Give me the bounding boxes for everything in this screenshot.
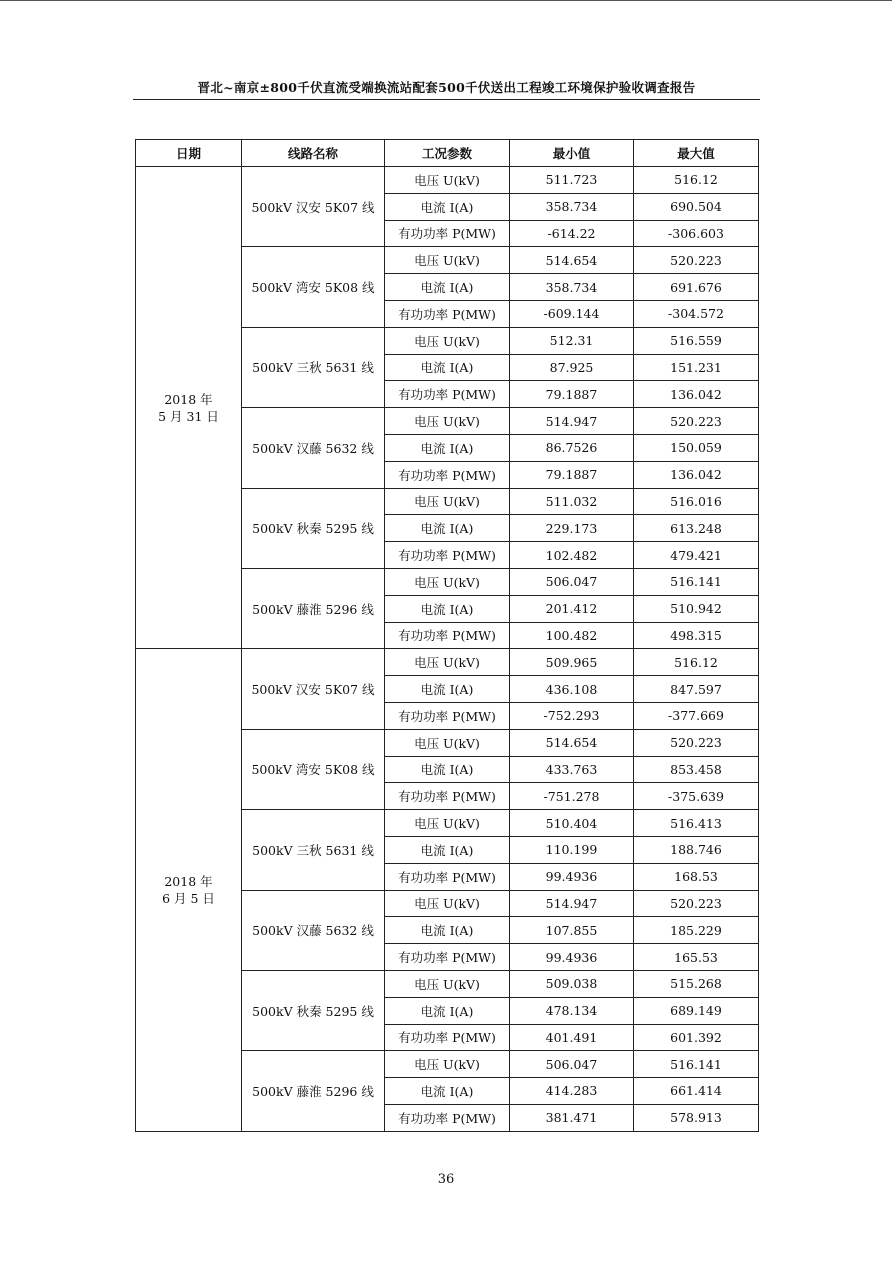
min-value-cell: 436.108 — [510, 676, 634, 703]
line-name-cell: 500kV 汉安 5K07 线 — [242, 167, 385, 247]
parameter-cell: 电流 I(A) — [385, 595, 510, 622]
max-value-cell: 151.231 — [634, 354, 759, 381]
max-value-cell: 689.149 — [634, 997, 759, 1024]
line-name-cell: 500kV 秋秦 5295 线 — [242, 488, 385, 568]
line-name-cell: 500kV 汉藤 5632 线 — [242, 408, 385, 488]
parameter-cell: 电压 U(kV) — [385, 247, 510, 274]
line-name-cell: 500kV 湾安 5K08 线 — [242, 729, 385, 809]
table-row — [136, 649, 759, 676]
parameter-cell: 电压 U(kV) — [385, 167, 510, 194]
min-value-cell: 514.654 — [510, 247, 634, 274]
parameter-cell: 有功功率 P(MW) — [385, 220, 510, 247]
parameter-cell: 电流 I(A) — [385, 354, 510, 381]
min-value-cell: 514.947 — [510, 408, 634, 435]
parameter-cell: 电压 U(kV) — [385, 408, 510, 435]
parameter-cell: 电压 U(kV) — [385, 327, 510, 354]
date-text-line: 5 月 31 日 — [158, 408, 219, 424]
min-value-cell: 514.947 — [510, 890, 634, 917]
min-value-cell: 512.31 — [510, 327, 634, 354]
parameter-cell: 有功功率 P(MW) — [385, 944, 510, 971]
max-value-cell: 601.392 — [634, 1024, 759, 1051]
line-name-cell: 500kV 三秋 5631 线 — [242, 810, 385, 890]
min-value-cell: 511.723 — [510, 167, 634, 194]
max-value-cell: 847.597 — [634, 676, 759, 703]
min-value-cell: 414.283 — [510, 1078, 634, 1105]
min-value-cell: 514.654 — [510, 729, 634, 756]
max-value-cell: 188.746 — [634, 836, 759, 863]
parameter-cell: 电流 I(A) — [385, 193, 510, 220]
min-value-cell: 201.412 — [510, 595, 634, 622]
max-value-cell: -375.639 — [634, 783, 759, 810]
parameter-cell: 电流 I(A) — [385, 997, 510, 1024]
column-header-date: 日期 — [136, 140, 242, 167]
min-value-cell: 381.471 — [510, 1104, 634, 1131]
parameter-cell: 电压 U(kV) — [385, 970, 510, 997]
min-value-cell: 358.734 — [510, 193, 634, 220]
parameter-cell: 有功功率 P(MW) — [385, 702, 510, 729]
max-value-cell: 510.942 — [634, 595, 759, 622]
max-value-cell: 168.53 — [634, 863, 759, 890]
max-value-cell: 185.229 — [634, 917, 759, 944]
min-value-cell: 86.7526 — [510, 434, 634, 461]
min-value-cell: 358.734 — [510, 274, 634, 301]
parameter-cell: 电压 U(kV) — [385, 488, 510, 515]
max-value-cell: 520.223 — [634, 247, 759, 274]
parameter-cell: 电流 I(A) — [385, 676, 510, 703]
max-value-cell: 150.059 — [634, 434, 759, 461]
max-value-cell: 516.413 — [634, 810, 759, 837]
min-value-cell: 229.173 — [510, 515, 634, 542]
max-value-cell: 516.141 — [634, 568, 759, 595]
column-header-max: 最大值 — [634, 140, 759, 167]
min-value-cell: 79.1887 — [510, 381, 634, 408]
min-value-cell: 87.925 — [510, 354, 634, 381]
max-value-cell: 578.913 — [634, 1104, 759, 1131]
min-value-cell: -609.144 — [510, 300, 634, 327]
date-text-line: 2018 年 — [164, 391, 213, 407]
parameter-cell: 电流 I(A) — [385, 515, 510, 542]
parameter-cell: 有功功率 P(MW) — [385, 461, 510, 488]
min-value-cell: 510.404 — [510, 810, 634, 837]
parameter-cell: 电压 U(kV) — [385, 890, 510, 917]
min-value-cell: 509.965 — [510, 649, 634, 676]
top-border — [0, 0, 892, 1]
min-value-cell: 511.032 — [510, 488, 634, 515]
date-cell — [136, 167, 242, 649]
date-text-line: 2018 年 — [164, 874, 213, 890]
max-value-cell: 516.141 — [634, 1051, 759, 1078]
parameter-cell: 有功功率 P(MW) — [385, 1104, 510, 1131]
min-value-cell: 99.4936 — [510, 863, 634, 890]
parameter-cell: 电压 U(kV) — [385, 568, 510, 595]
min-value-cell: 506.047 — [510, 568, 634, 595]
line-name-cell: 500kV 秋秦 5295 线 — [242, 970, 385, 1050]
parameter-cell: 电流 I(A) — [385, 756, 510, 783]
parameter-cell: 有功功率 P(MW) — [385, 381, 510, 408]
min-value-cell: 107.855 — [510, 917, 634, 944]
parameter-cell: 电压 U(kV) — [385, 729, 510, 756]
max-value-cell: 516.559 — [634, 327, 759, 354]
parameter-cell: 有功功率 P(MW) — [385, 542, 510, 569]
column-header-line-name: 线路名称 — [242, 140, 385, 167]
min-value-cell: 102.482 — [510, 542, 634, 569]
max-value-cell: 136.042 — [634, 461, 759, 488]
min-value-cell: 79.1887 — [510, 461, 634, 488]
date-cell — [136, 649, 242, 1131]
min-value-cell: -614.22 — [510, 220, 634, 247]
min-value-cell: 478.134 — [510, 997, 634, 1024]
line-name-cell: 500kV 湾安 5K08 线 — [242, 247, 385, 327]
parameter-cell: 电流 I(A) — [385, 836, 510, 863]
max-value-cell: 516.12 — [634, 167, 759, 194]
max-value-cell: 520.223 — [634, 890, 759, 917]
parameter-cell: 电流 I(A) — [385, 274, 510, 301]
parameter-cell: 有功功率 P(MW) — [385, 300, 510, 327]
max-value-cell: 613.248 — [634, 515, 759, 542]
page-number: 36 — [437, 1172, 455, 1187]
parameter-cell: 电压 U(kV) — [385, 1051, 510, 1078]
parameter-cell: 电压 U(kV) — [385, 810, 510, 837]
parameter-cell: 有功功率 P(MW) — [385, 783, 510, 810]
max-value-cell: -306.603 — [634, 220, 759, 247]
max-value-cell: -304.572 — [634, 300, 759, 327]
max-value-cell: 520.223 — [634, 408, 759, 435]
table-body — [136, 167, 759, 1132]
max-value-cell: 853.458 — [634, 756, 759, 783]
max-value-cell: 515.268 — [634, 970, 759, 997]
min-value-cell: 509.038 — [510, 970, 634, 997]
max-value-cell: 516.016 — [634, 488, 759, 515]
date-text-line: 6 月 5 日 — [162, 891, 215, 907]
max-value-cell: 479.421 — [634, 542, 759, 569]
min-value-cell: 401.491 — [510, 1024, 634, 1051]
min-value-cell: 110.199 — [510, 836, 634, 863]
line-name-cell: 500kV 藤淮 5296 线 — [242, 1051, 385, 1131]
max-value-cell: 516.12 — [634, 649, 759, 676]
min-value-cell: 100.482 — [510, 622, 634, 649]
line-name-cell: 500kV 三秋 5631 线 — [242, 327, 385, 407]
parameter-cell: 有功功率 P(MW) — [385, 622, 510, 649]
max-value-cell: 691.676 — [634, 274, 759, 301]
min-value-cell: 433.763 — [510, 756, 634, 783]
parameter-cell: 电流 I(A) — [385, 434, 510, 461]
column-header-parameter: 工况参数 — [385, 140, 510, 167]
line-name-cell: 500kV 汉安 5K07 线 — [242, 649, 385, 729]
min-value-cell: 99.4936 — [510, 944, 634, 971]
max-value-cell: 690.504 — [634, 193, 759, 220]
table-header-row — [136, 140, 759, 167]
operating-conditions-table — [135, 139, 759, 1132]
min-value-cell: -752.293 — [510, 702, 634, 729]
min-value-cell: 506.047 — [510, 1051, 634, 1078]
parameter-cell: 有功功率 P(MW) — [385, 863, 510, 890]
line-name-cell: 500kV 汉藤 5632 线 — [242, 890, 385, 970]
min-value-cell: -751.278 — [510, 783, 634, 810]
report-header: 晋北~南京±800千伏直流受端换流站配套500千伏送出工程竣工环境保护验收调查报告 — [197, 80, 696, 95]
table-row — [136, 167, 759, 194]
column-header-min: 最小值 — [510, 140, 634, 167]
max-value-cell: -377.669 — [634, 702, 759, 729]
max-value-cell: 136.042 — [634, 381, 759, 408]
parameter-cell: 有功功率 P(MW) — [385, 1024, 510, 1051]
max-value-cell: 498.315 — [634, 622, 759, 649]
header-rule — [133, 99, 760, 100]
parameter-cell: 电压 U(kV) — [385, 649, 510, 676]
max-value-cell: 661.414 — [634, 1078, 759, 1105]
line-name-cell: 500kV 藤淮 5296 线 — [242, 568, 385, 648]
max-value-cell: 165.53 — [634, 944, 759, 971]
parameter-cell: 电流 I(A) — [385, 917, 510, 944]
parameter-cell: 电流 I(A) — [385, 1078, 510, 1105]
max-value-cell: 520.223 — [634, 729, 759, 756]
